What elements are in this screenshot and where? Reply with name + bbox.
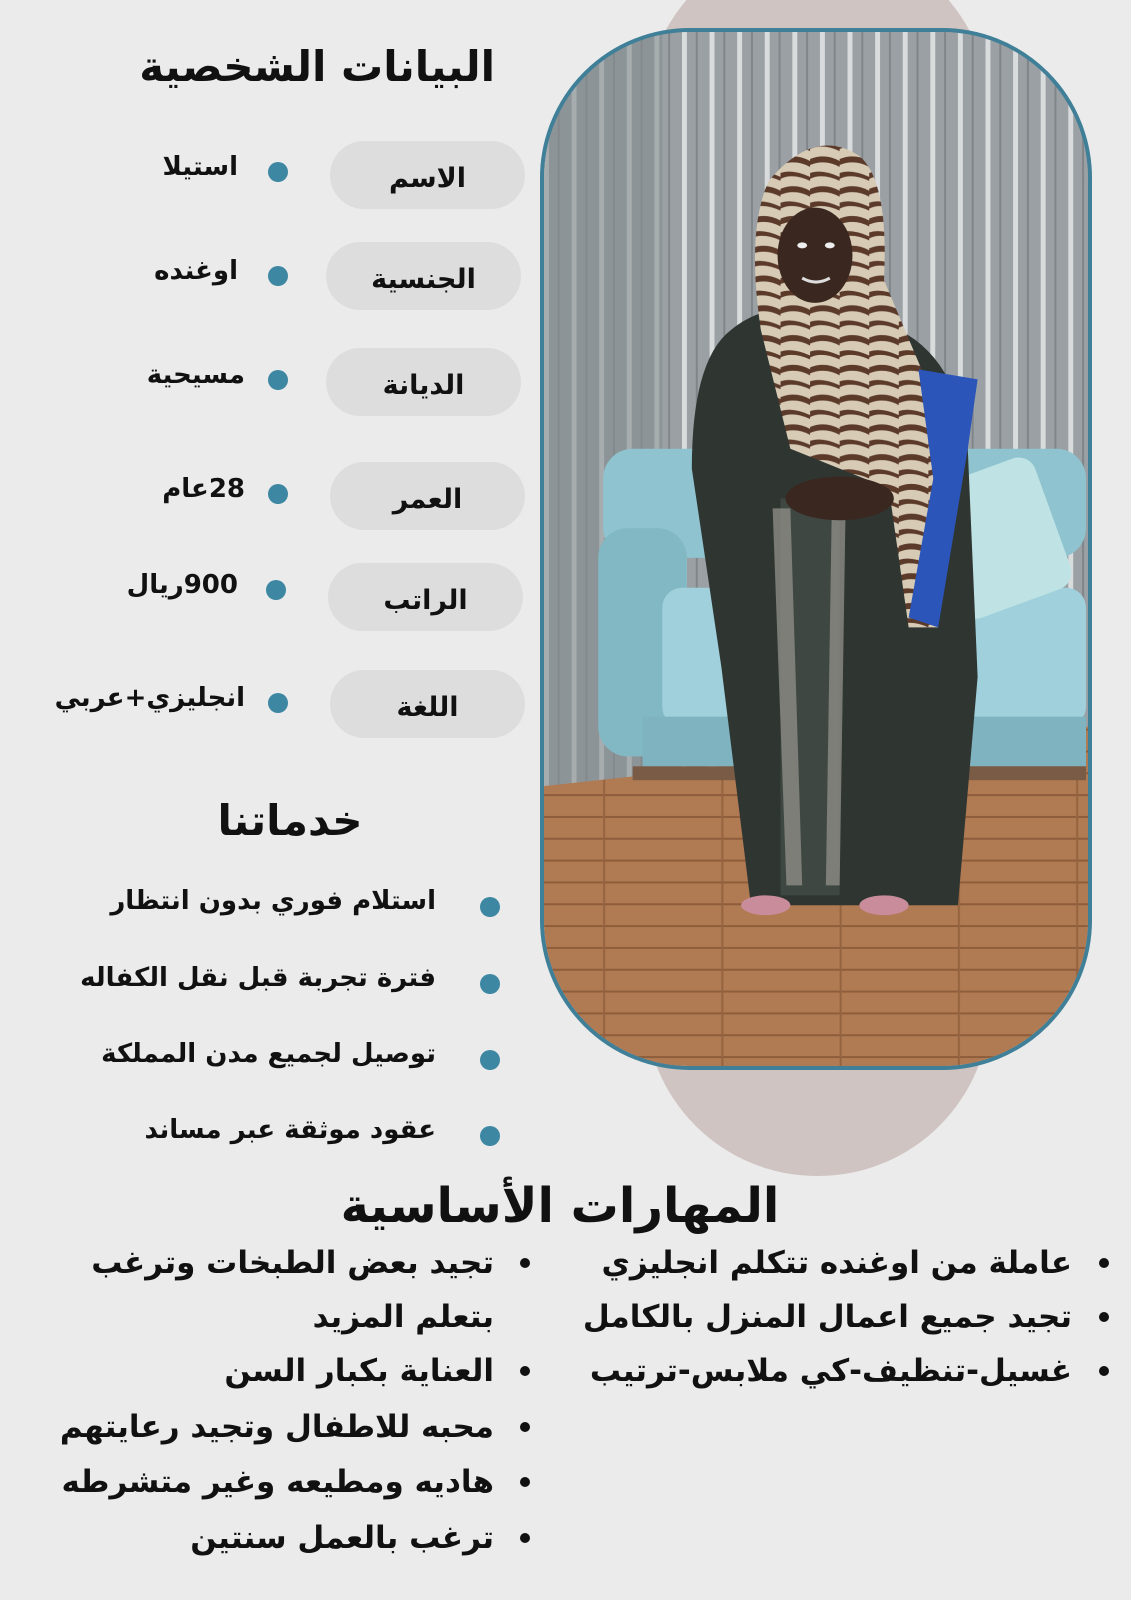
skill-item: تجيد بعض الطبخات وترغب [91, 1245, 494, 1281]
skill-item: هاديه ومطيعه وغير متشرطه [61, 1464, 494, 1500]
skill-item: العناية بكبار السن [224, 1353, 494, 1389]
value-salary: 900ريال [126, 570, 238, 600]
bullet-dot [520, 1366, 530, 1376]
service-item: فترة تجربة قبل نقل الكفاله [80, 963, 436, 993]
service-item: عقود موثقة عبر مساند [144, 1115, 436, 1145]
skill-item: عاملة من اوغنده تتكلم انجليزي [601, 1245, 1072, 1281]
value-language: انجليزي+عربي [54, 683, 245, 713]
bullet-dot [480, 897, 500, 917]
bullet-dot [520, 1477, 530, 1487]
skill-item: بتعلم المزيد [312, 1299, 494, 1335]
value-nationality: اوغنده [154, 256, 238, 286]
services-title: خدماتنا [217, 796, 363, 845]
service-item: استلام فوري بدون انتظار [110, 886, 436, 916]
label-age-pill: العمر [330, 462, 525, 530]
bullet-dot [520, 1258, 530, 1268]
skills-title: المهارات الأساسية [340, 1178, 780, 1234]
value-age: 28عام [162, 474, 245, 504]
bullet-dot [480, 974, 500, 994]
skill-item: تجيد جميع اعمال المنزل بالكامل [582, 1299, 1072, 1335]
bullet-dot [268, 693, 288, 713]
value-religion: مسيحية [146, 360, 245, 390]
label-name-pill: الاسم [330, 141, 525, 209]
skill-item: ترغب بالعمل سنتين [190, 1520, 494, 1556]
bullet-dot [266, 580, 286, 600]
worker-photo-illustration [544, 32, 1088, 1066]
service-item: توصيل لجميع مدن المملكة [101, 1039, 436, 1069]
label-language-pill: اللغة [330, 670, 525, 738]
personal-data-title: البيانات الشخصية [139, 42, 495, 91]
skill-item: محبه للاطفال وتجيد رعايتهم [59, 1409, 494, 1445]
bullet-dot [1099, 1366, 1109, 1376]
worker-photo [540, 28, 1092, 1070]
skill-item: غسيل-تنظيف-كي ملابس-ترتيب [589, 1353, 1072, 1389]
bullet-dot [520, 1533, 530, 1543]
bullet-dot [480, 1050, 500, 1070]
label-religion-pill: الديانة [326, 348, 521, 416]
value-name: استيلا [162, 152, 238, 182]
bullet-dot [1099, 1258, 1109, 1268]
bullet-dot [268, 484, 288, 504]
bullet-dot [268, 162, 288, 182]
bullet-dot [480, 1126, 500, 1146]
bullet-dot [268, 266, 288, 286]
bullet-dot [520, 1422, 530, 1432]
label-salary-pill: الراتب [328, 563, 523, 631]
bullet-dot [268, 370, 288, 390]
bullet-dot [1099, 1312, 1109, 1322]
label-nationality-pill: الجنسية [326, 242, 521, 310]
